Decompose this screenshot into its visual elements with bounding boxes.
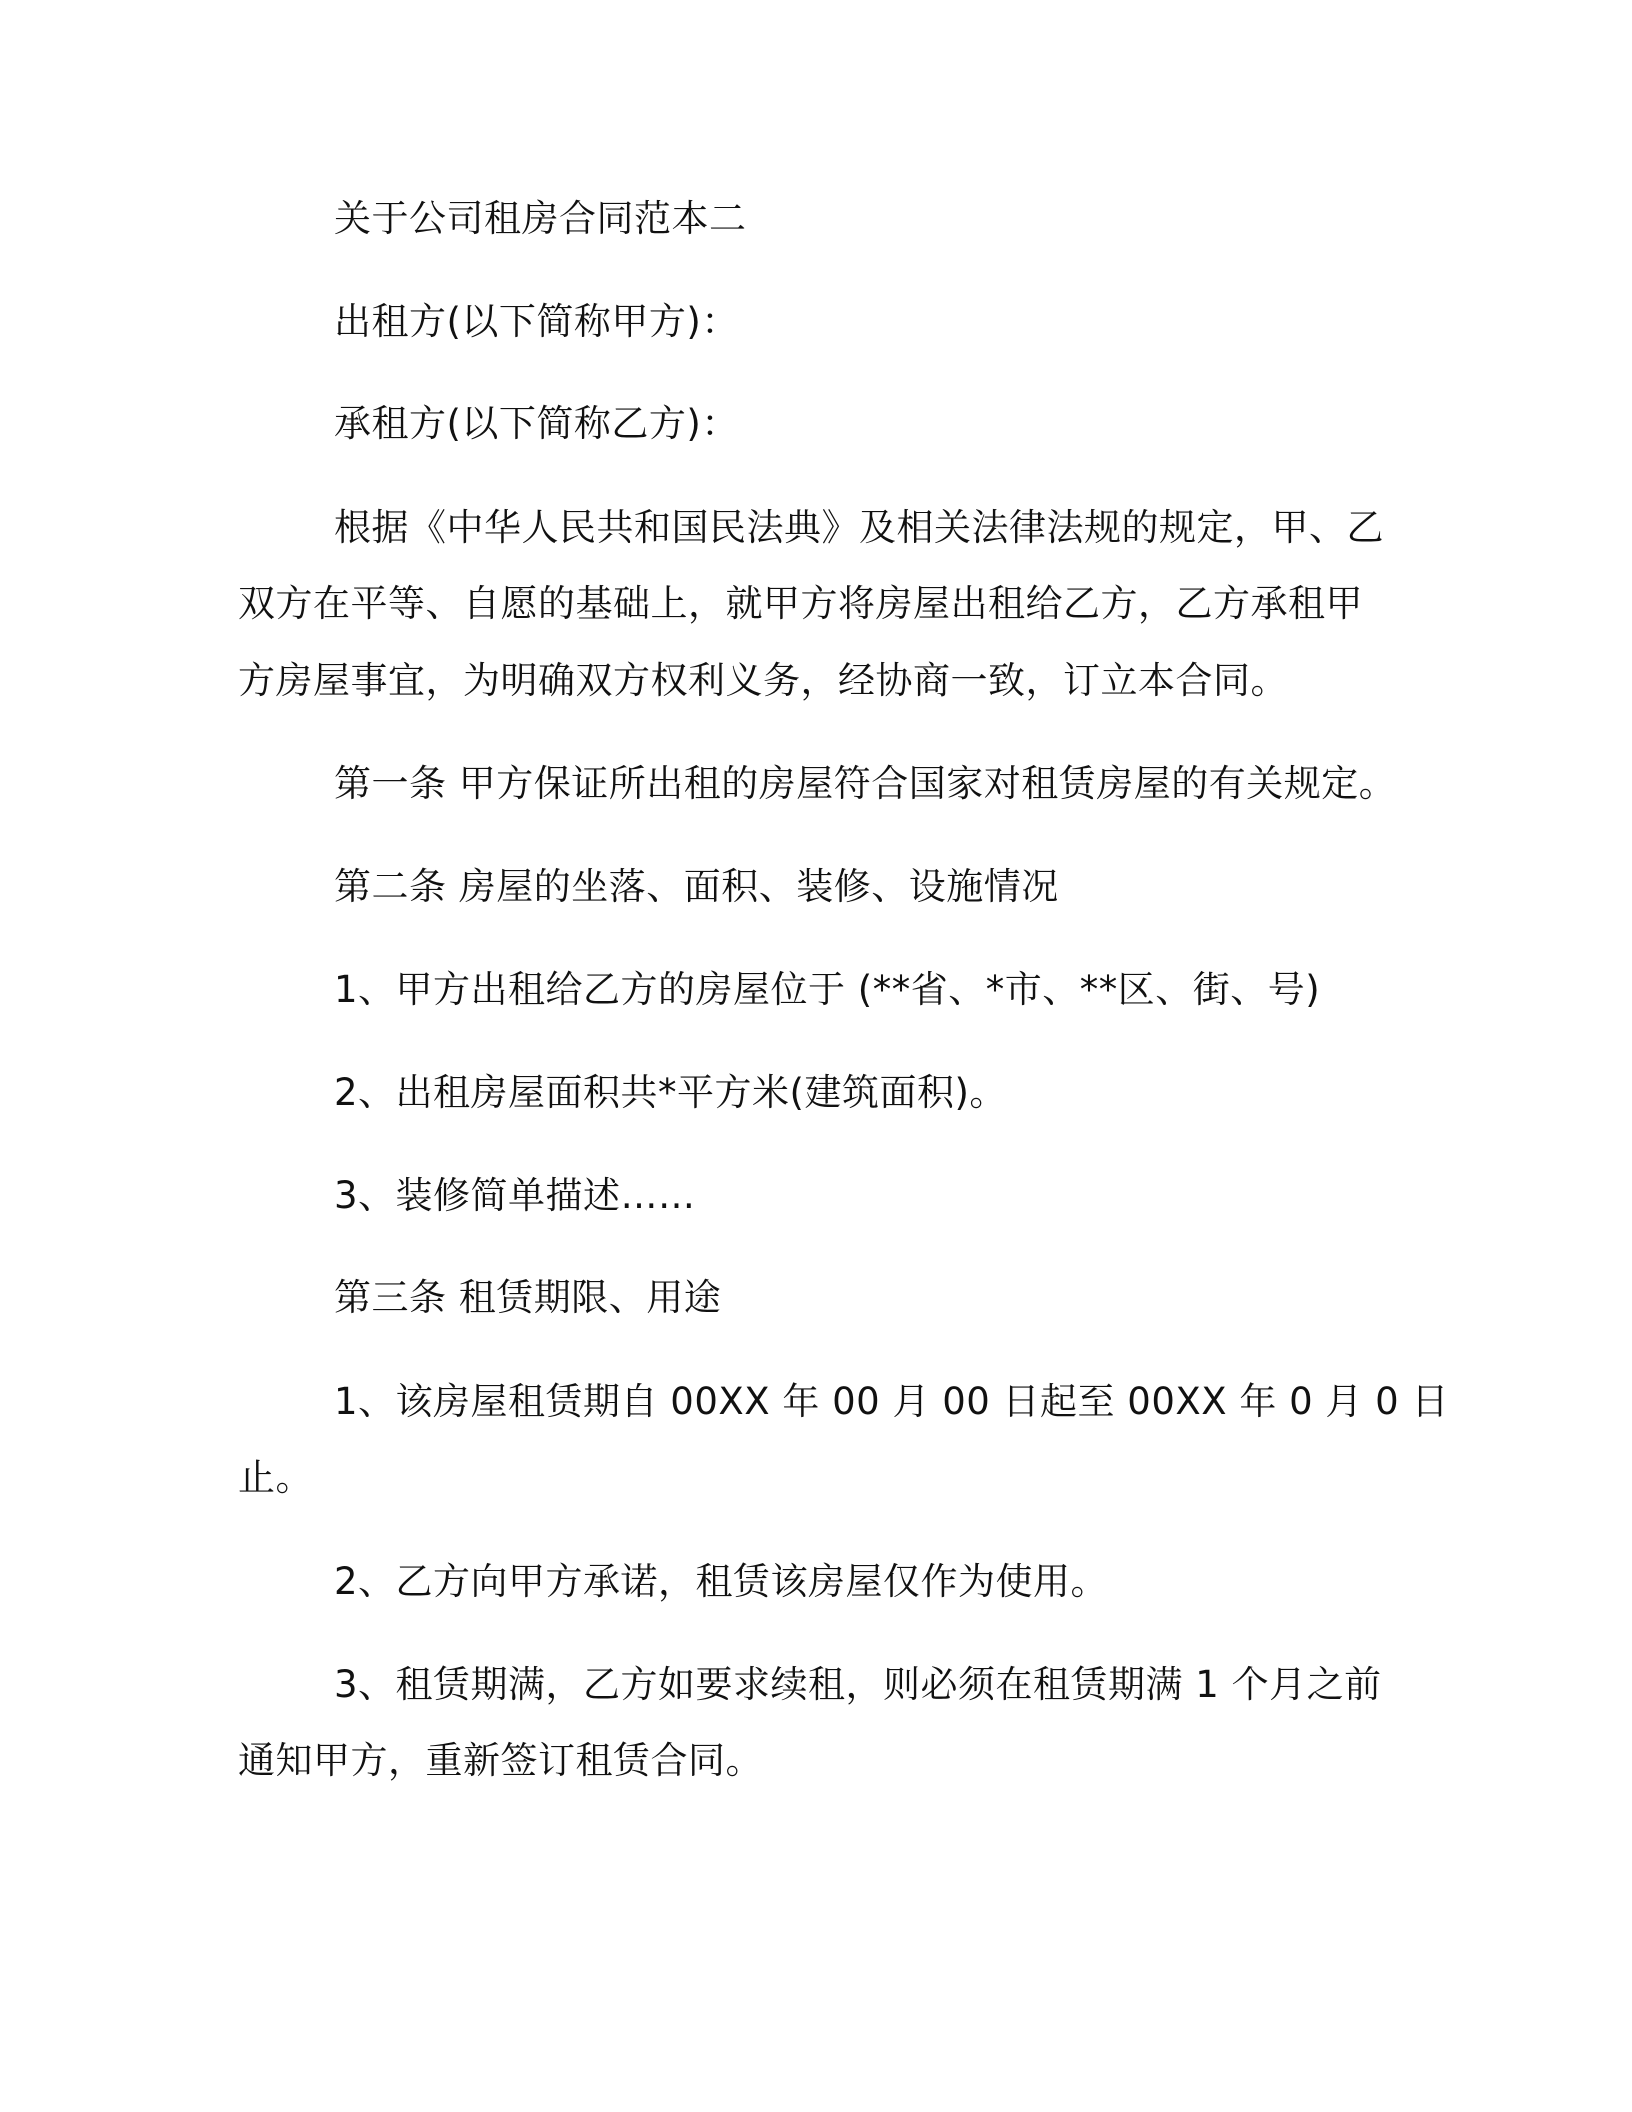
article-2-heading: 第二条 房屋的坐落、面积、装修、设施情况 — [334, 865, 1059, 908]
preamble-line-3: 方房屋事宜，为明确双方权利义务，经协商一致，订立本合同。 — [238, 659, 1288, 702]
article-3-item-1-line-2: 止。 — [238, 1456, 313, 1499]
preamble-line-1: 根据《中华人民共和国民法典》及相关法律法规的规定，甲、乙 — [334, 506, 1384, 549]
article-2-item-3: 3、装修简单描述…… — [334, 1174, 696, 1217]
article-3-item-3-line-1: 3、租赁期满，乙方如要求续租，则必须在租赁期满 1 个月之前 — [334, 1663, 1382, 1706]
article-3-heading: 第三条 租赁期限、用途 — [334, 1276, 722, 1319]
preamble-line-2: 双方在平等、自愿的基础上，就甲方将房屋出租给乙方，乙方承租甲 — [238, 582, 1363, 625]
article-3-item-2: 2、乙方向甲方承诺，租赁该房屋仅作为使用。 — [334, 1560, 1109, 1603]
party-a-line: 出租方(以下简称甲方)： — [334, 300, 739, 343]
party-b-line: 承租方(以下简称乙方)： — [334, 402, 739, 445]
document-title: 关于公司租房合同范本二 — [334, 197, 747, 240]
article-3-item-3-line-2: 通知甲方，重新签订租赁合同。 — [238, 1739, 763, 1782]
article-1: 第一条 甲方保证所出租的房屋符合国家对租赁房屋的有关规定。 — [334, 762, 1397, 805]
article-2-item-2: 2、出租房屋面积共*平方米(建筑面积)。 — [334, 1071, 1007, 1114]
article-3-item-1-line-1: 1、该房屋租赁期自 00XX 年 00 月 00 日起至 00XX 年 0 月 0 日 — [334, 1380, 1449, 1423]
article-2-item-1: 1、甲方出租给乙方的房屋位于 (**省、*市、**区、街、号) — [334, 968, 1321, 1011]
